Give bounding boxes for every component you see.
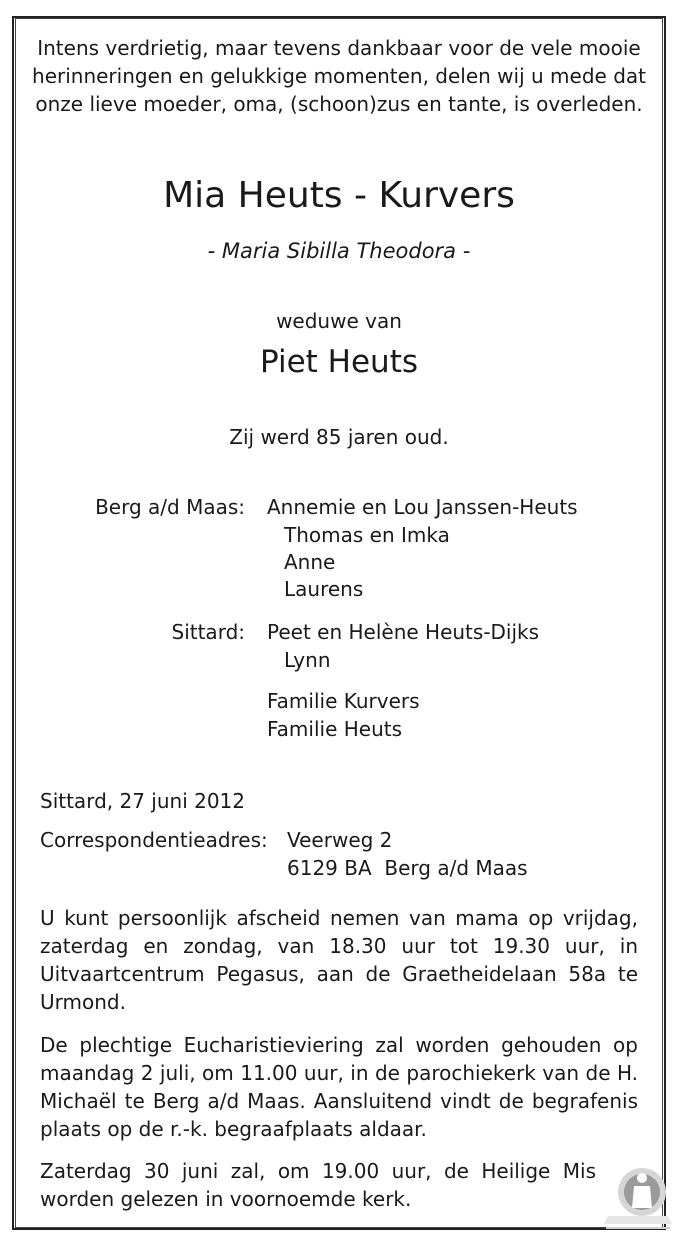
spouse-name: Piet Heuts [259,344,419,380]
given-names: - Maria Sibilla Theodora - [207,239,471,263]
family-name: Familie Kurvers [267,689,420,713]
correspondence-label: Correspondentieadres: [40,828,268,852]
family-name: Laurens [284,577,364,601]
place-date: Sittard, 27 juni 2012 [40,789,245,813]
intro-text: Intens verdrietig, maar tevens dankbaar voor de vele mooie herinneringen en gelukkige momenten, delen wij u mede dat onze lieve moeder, oma, (schoon)zus en tante, is overleden. [32,36,646,116]
family-label-berg: Berg a/d Maas: [95,495,245,519]
family-name: Anne [284,550,336,574]
paragraph-farewell: U kunt persoonlijk afscheid nemen van mama op vrijdag, zaterdag en zondag, van 18.30 uur tot 19.30 uur, in Uitvaartcentrum Pegasus, aan de Graetheidelaan 58a te Urmond. [40,906,638,1014]
family-name: Thomas en Imka [284,523,450,547]
family-name: Lynn [284,648,331,672]
paragraph-funeral: De plechtige Eucharistieviering zal worden gehouden op maandag 2 juli, om 11.00 uur, in de parochiekerk van de H. Michaël te Berg a/d Maas. Aansluitend vindt de begrafenis plaats op de r.-k. begraafplaats aldaar. [40,1033,638,1141]
age-text: Zij werd 85 jaren oud. [229,425,449,449]
deceased-name: Mia Heuts - Kurvers [163,175,515,216]
family-name: Peet en Helène Heuts-Dijks [267,620,540,644]
paragraph-mass: Zaterdag 30 juni zal, om 19.00 uur, de Heilige Mis worden gelezen in voornoemde kerk. [40,1159,596,1211]
family-name: Annemie en Lou Janssen-Heuts [267,495,578,519]
correspondence-address-line1: Veerweg 2 [287,828,393,852]
family-label-sittard: Sittard: [171,620,245,644]
widow-of-label: weduwe van [276,309,402,333]
memorial-figure-icon [598,1156,674,1232]
correspondence-address-line2: 6129 BA Berg a/d Maas [287,856,528,880]
family-name: Familie Heuts [267,717,403,741]
